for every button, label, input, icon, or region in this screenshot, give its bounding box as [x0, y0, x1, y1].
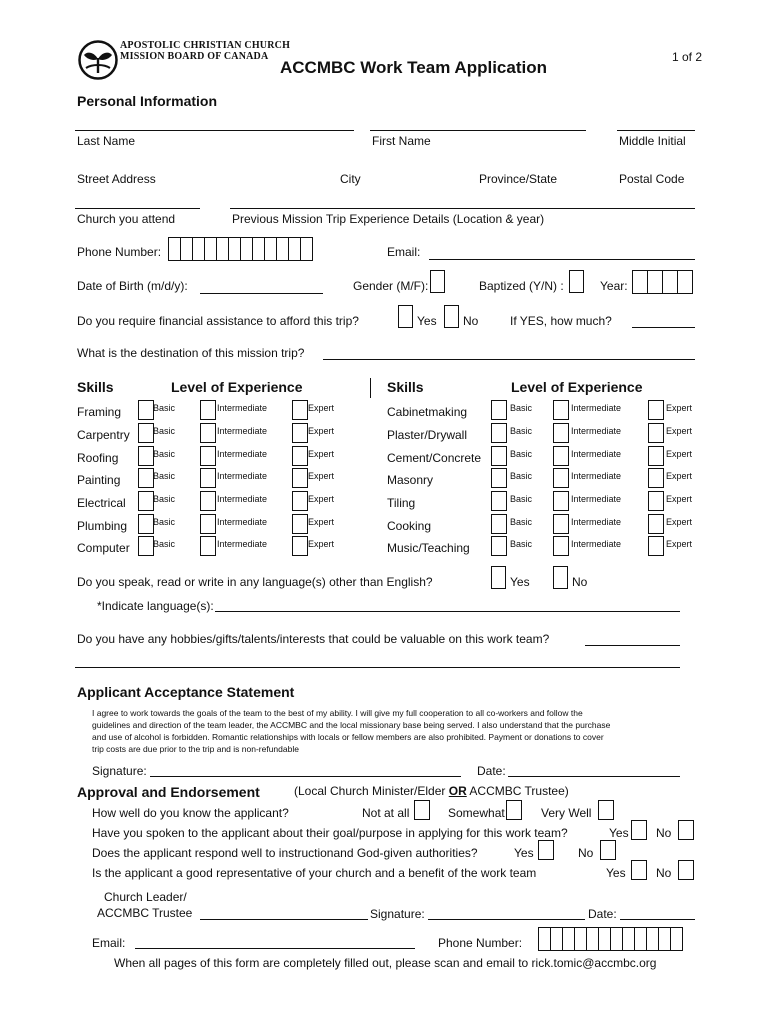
spoken-yes-label: Yes [609, 826, 629, 840]
leader-date-label: Date: [588, 907, 617, 921]
level-label-basic: Basic [153, 471, 176, 481]
level-label-intermediate: Intermediate [571, 471, 622, 481]
level-label-basic: Basic [153, 494, 176, 504]
city-label: City [340, 172, 361, 186]
representative-yes-box[interactable] [631, 860, 647, 880]
phone-number-boxes[interactable] [168, 237, 312, 261]
level-label-expert: Expert [308, 517, 335, 527]
baptized-label: Baptized (Y/N) : [479, 279, 564, 293]
level-label-expert: Expert [666, 426, 693, 436]
level-label-intermediate: Intermediate [217, 403, 268, 413]
applicant-signature-field[interactable] [150, 776, 461, 777]
church-leader-field[interactable] [200, 919, 368, 920]
spoken-question: Have you spoken to the applicant about their goal/purpose in applying for this work team? [92, 826, 568, 840]
level-label-basic: Basic [510, 517, 533, 527]
not-at-all-box[interactable] [414, 800, 430, 820]
language-yes-label: Yes [510, 575, 530, 589]
skill-cooking-intermediate-box[interactable] [553, 514, 569, 534]
spoken-yes-box[interactable] [631, 820, 647, 840]
not-at-all-label: Not at all [362, 806, 410, 820]
skills-heading-right: Skills [387, 379, 424, 395]
last-name-label: Last Name [77, 134, 136, 148]
skill-plumbing-expert-box[interactable] [292, 514, 308, 534]
skill-roofing-expert-box[interactable] [292, 446, 308, 466]
personal-info-heading: Personal Information [77, 93, 218, 109]
financial-question: Do you require financial assistance to afford this trip? [77, 314, 359, 328]
somewhat-label: Somewhat [448, 806, 505, 820]
level-label-basic: Basic [153, 426, 176, 436]
year-boxes[interactable] [632, 270, 692, 294]
phone-label: Phone Number: [77, 245, 162, 259]
level-label-intermediate: Intermediate [217, 426, 268, 436]
first-name-label: First Name [372, 134, 431, 148]
skill-name-computer: Computer [77, 541, 130, 555]
respond-question: Does the applicant respond well to instructionand God-given authorities? [92, 846, 478, 860]
approval-sub-or: OR [448, 784, 467, 798]
approval-sub-suffix: ACCMBC Trustee) [466, 784, 569, 798]
acceptance-line-4: trip costs are due prior to the trip and is non-refundable [92, 744, 299, 754]
level-heading-left: Level of Experience [171, 379, 303, 395]
skill-electrical-basic-box[interactable] [138, 491, 154, 511]
representative-question: Is the applicant a good representative of your church and a benefit of the work team [92, 866, 537, 880]
middle-initial-label: Middle Initial [619, 134, 686, 148]
level-label-intermediate: Intermediate [571, 449, 622, 459]
language-field[interactable] [215, 611, 680, 612]
skill-roofing-intermediate-box[interactable] [200, 446, 216, 466]
leader-email-field[interactable] [135, 948, 415, 949]
skill-plaster-drywall-intermediate-box[interactable] [553, 423, 569, 443]
skill-carpentry-basic-box[interactable] [138, 423, 154, 443]
level-label-basic: Basic [510, 449, 533, 459]
financial-no-box[interactable] [444, 305, 459, 328]
first-name-field[interactable] [370, 130, 586, 131]
level-label-intermediate: Intermediate [217, 494, 268, 504]
skill-name-cooking: Cooking [387, 519, 432, 533]
applicant-signature-label: Signature: [92, 764, 147, 778]
skill-cabinetmaking-expert-box[interactable] [648, 400, 664, 420]
org-name-line1: APOSTOLIC CHRISTIAN CHURCH [120, 40, 291, 51]
footer-instructions: When all pages of this form are completely filled out, please scan and email to rick.tomic@accmbc.org [114, 956, 657, 970]
acceptance-line-2: guidelines and direction of the team leader, the ACCMBC and the local missionary base being served. I also understand that the purchase [92, 720, 611, 730]
email-label: Email: [387, 245, 421, 259]
financial-no-label: No [463, 314, 479, 328]
respond-no-label: No [578, 846, 594, 860]
skill-computer-basic-box[interactable] [138, 536, 154, 556]
skill-roofing-basic-box[interactable] [138, 446, 154, 466]
skill-painting-intermediate-box[interactable] [200, 468, 216, 488]
previous-trip-field[interactable] [230, 208, 695, 209]
skill-name-framing: Framing [77, 405, 122, 419]
leader-signature-label: Signature: [370, 907, 425, 921]
skill-framing-expert-box[interactable] [292, 400, 308, 420]
destination-question: What is the destination of this mission trip? [77, 346, 305, 360]
dob-label: Date of Birth (m/d/y): [77, 279, 188, 293]
skill-name-painting: Painting [77, 473, 121, 487]
skill-cement-concrete-basic-box[interactable] [491, 446, 507, 466]
skill-name-roofing: Roofing [77, 451, 119, 465]
indicate-language-label: *Indicate language(s): [97, 599, 214, 613]
skills-divider [370, 378, 371, 398]
acceptance-heading: Applicant Acceptance Statement [77, 684, 295, 700]
applicant-date-field[interactable] [508, 776, 680, 777]
destination-field[interactable] [323, 359, 695, 360]
hobbies-field[interactable] [585, 645, 680, 646]
postal-label: Postal Code [619, 172, 685, 186]
church-field[interactable] [75, 208, 200, 209]
leader-phone-boxes[interactable] [538, 927, 682, 951]
level-label-basic: Basic [510, 539, 533, 549]
level-label-expert: Expert [308, 539, 335, 549]
level-label-basic: Basic [153, 403, 176, 413]
spoken-no-label: No [656, 826, 672, 840]
approval-sub-prefix: (Local Church Minister/Elder [294, 784, 449, 798]
respond-no-box[interactable] [600, 840, 616, 860]
skill-name-masonry: Masonry [387, 473, 434, 487]
applicant-date-label: Date: [477, 764, 506, 778]
level-label-basic: Basic [510, 471, 533, 481]
mission-board-logo-icon [78, 40, 118, 80]
acceptance-line-1: I agree to work towards the goals of the team to the best of my ability. I will give my full cooperation to all co-workers and follow the [92, 708, 583, 718]
skill-painting-expert-box[interactable] [292, 468, 308, 488]
financial-yes-box[interactable] [398, 305, 413, 328]
skill-music-teaching-intermediate-box[interactable] [553, 536, 569, 556]
respond-yes-box[interactable] [538, 840, 554, 860]
skill-name-electrical: Electrical [77, 496, 126, 510]
level-label-expert: Expert [666, 494, 693, 504]
skill-cabinetmaking-intermediate-box[interactable] [553, 400, 569, 420]
approval-heading: Approval and Endorsement [77, 784, 260, 800]
skill-name-carpentry: Carpentry [77, 428, 130, 442]
skill-name-plaster-drywall: Plaster/Drywall [387, 428, 468, 442]
church-leader-label-2: ACCMBC Trustee [97, 906, 193, 920]
skill-plaster-drywall-expert-box[interactable] [648, 423, 664, 443]
hobbies-field-2[interactable] [75, 667, 680, 668]
baptized-box[interactable] [569, 270, 584, 293]
skill-plumbing-intermediate-box[interactable] [200, 514, 216, 534]
language-no-box[interactable] [553, 566, 568, 589]
middle-initial-field[interactable] [617, 130, 695, 131]
representative-no-label: No [656, 866, 672, 880]
how-much-field[interactable] [632, 327, 695, 328]
level-label-intermediate: Intermediate [571, 517, 622, 527]
level-label-intermediate: Intermediate [217, 449, 268, 459]
level-label-expert: Expert [308, 449, 335, 459]
skill-carpentry-expert-box[interactable] [292, 423, 308, 443]
skill-cabinetmaking-basic-box[interactable] [491, 400, 507, 420]
level-label-basic: Basic [153, 539, 176, 549]
skill-cooking-basic-box[interactable] [491, 514, 507, 534]
hobbies-question: Do you have any hobbies/gifts/talents/interests that could be valuable on this work team? [77, 632, 550, 646]
language-no-label: No [572, 575, 588, 589]
level-label-expert: Expert [666, 517, 693, 527]
know-applicant-question: How well do you know the applicant? [92, 806, 289, 820]
level-label-expert: Expert [666, 403, 693, 413]
skill-tiling-expert-box[interactable] [648, 491, 664, 511]
skill-plaster-drywall-basic-box[interactable] [491, 423, 507, 443]
skill-cooking-expert-box[interactable] [648, 514, 664, 534]
representative-yes-label: Yes [606, 866, 626, 880]
level-label-basic: Basic [153, 517, 176, 527]
very-well-box[interactable] [598, 800, 614, 820]
level-label-expert: Expert [308, 403, 335, 413]
street-label: Street Address [77, 172, 156, 186]
level-label-expert: Expert [666, 449, 693, 459]
level-label-intermediate: Intermediate [571, 539, 622, 549]
leader-date-field[interactable] [620, 919, 695, 920]
form-title: ACCMBC Work Team Application [280, 58, 547, 77]
previous-trip-label: Previous Mission Trip Experience Details (Location & year) [232, 212, 545, 226]
skill-name-plumbing: Plumbing [77, 519, 128, 533]
level-label-expert: Expert [308, 426, 335, 436]
skill-name-music-teaching: Music/Teaching [387, 541, 470, 555]
level-label-expert: Expert [666, 539, 693, 549]
language-question: Do you speak, read or write in any language(s) other than English? [77, 575, 433, 589]
level-label-expert: Expert [308, 471, 335, 481]
skill-painting-basic-box[interactable] [138, 468, 154, 488]
skill-cement-concrete-expert-box[interactable] [648, 446, 664, 466]
level-label-intermediate: Intermediate [217, 539, 268, 549]
page-number: 1 of 2 [672, 50, 703, 64]
level-label-basic: Basic [153, 449, 176, 459]
somewhat-box[interactable] [506, 800, 522, 820]
level-label-basic: Basic [510, 426, 533, 436]
skill-plumbing-basic-box[interactable] [138, 514, 154, 534]
skill-electrical-intermediate-box[interactable] [200, 491, 216, 511]
skill-masonry-expert-box[interactable] [648, 468, 664, 488]
skill-music-teaching-basic-box[interactable] [491, 536, 507, 556]
level-label-expert: Expert [308, 494, 335, 504]
approval-subheading [294, 784, 569, 798]
acceptance-line-3: and use of alcohol is forbidden. Romantic relationships with locals or fellow members are also prohibited. Payment or donations to cover [92, 732, 604, 742]
org-name-line2: MISSION BOARD OF CANADA [120, 51, 269, 62]
skill-computer-intermediate-box[interactable] [200, 536, 216, 556]
skill-framing-basic-box[interactable] [138, 400, 154, 420]
skill-music-teaching-expert-box[interactable] [648, 536, 664, 556]
skill-name-cabinetmaking: Cabinetmaking [387, 405, 468, 419]
leader-phone-label: Phone Number: [438, 936, 523, 950]
skill-masonry-intermediate-box[interactable] [553, 468, 569, 488]
province-label: Province/State [479, 172, 558, 186]
level-label-basic: Basic [510, 403, 533, 413]
level-label-intermediate: Intermediate [571, 494, 622, 504]
church-label: Church you attend [77, 212, 176, 226]
skill-tiling-basic-box[interactable] [491, 491, 507, 511]
year-label: Year: [600, 279, 628, 293]
skill-tiling-intermediate-box[interactable] [553, 491, 569, 511]
level-label-basic: Basic [510, 494, 533, 504]
level-heading-right: Level of Experience [511, 379, 643, 395]
skill-computer-expert-box[interactable] [292, 536, 308, 556]
skill-name-cement-concrete: Cement/Concrete [387, 451, 482, 465]
how-much-label: If YES, how much? [510, 314, 612, 328]
skill-cement-concrete-intermediate-box[interactable] [553, 446, 569, 466]
level-label-intermediate: Intermediate [571, 426, 622, 436]
skill-name-tiling: Tiling [387, 496, 416, 510]
email-field[interactable] [429, 259, 695, 260]
leader-email-label: Email: [92, 936, 126, 950]
skill-carpentry-intermediate-box[interactable] [200, 423, 216, 443]
very-well-label: Very Well [541, 806, 592, 820]
skill-electrical-expert-box[interactable] [292, 491, 308, 511]
financial-yes-label: Yes [417, 314, 437, 328]
language-yes-box[interactable] [491, 566, 506, 589]
last-name-field[interactable] [75, 130, 354, 131]
representative-no-box[interactable] [678, 860, 694, 880]
skill-masonry-basic-box[interactable] [491, 468, 507, 488]
gender-label: Gender (M/F): [353, 279, 429, 293]
level-label-intermediate: Intermediate [571, 403, 622, 413]
respond-yes-label: Yes [514, 846, 534, 860]
dob-field[interactable] [200, 293, 323, 294]
gender-box[interactable] [430, 270, 445, 293]
level-label-intermediate: Intermediate [217, 471, 268, 481]
logo [78, 38, 291, 84]
church-leader-label-1: Church Leader/ [104, 890, 187, 904]
spoken-no-box[interactable] [678, 820, 694, 840]
level-label-intermediate: Intermediate [217, 517, 268, 527]
skill-framing-intermediate-box[interactable] [200, 400, 216, 420]
level-label-expert: Expert [666, 471, 693, 481]
leader-signature-field[interactable] [428, 919, 585, 920]
skills-heading-left: Skills [77, 379, 114, 395]
